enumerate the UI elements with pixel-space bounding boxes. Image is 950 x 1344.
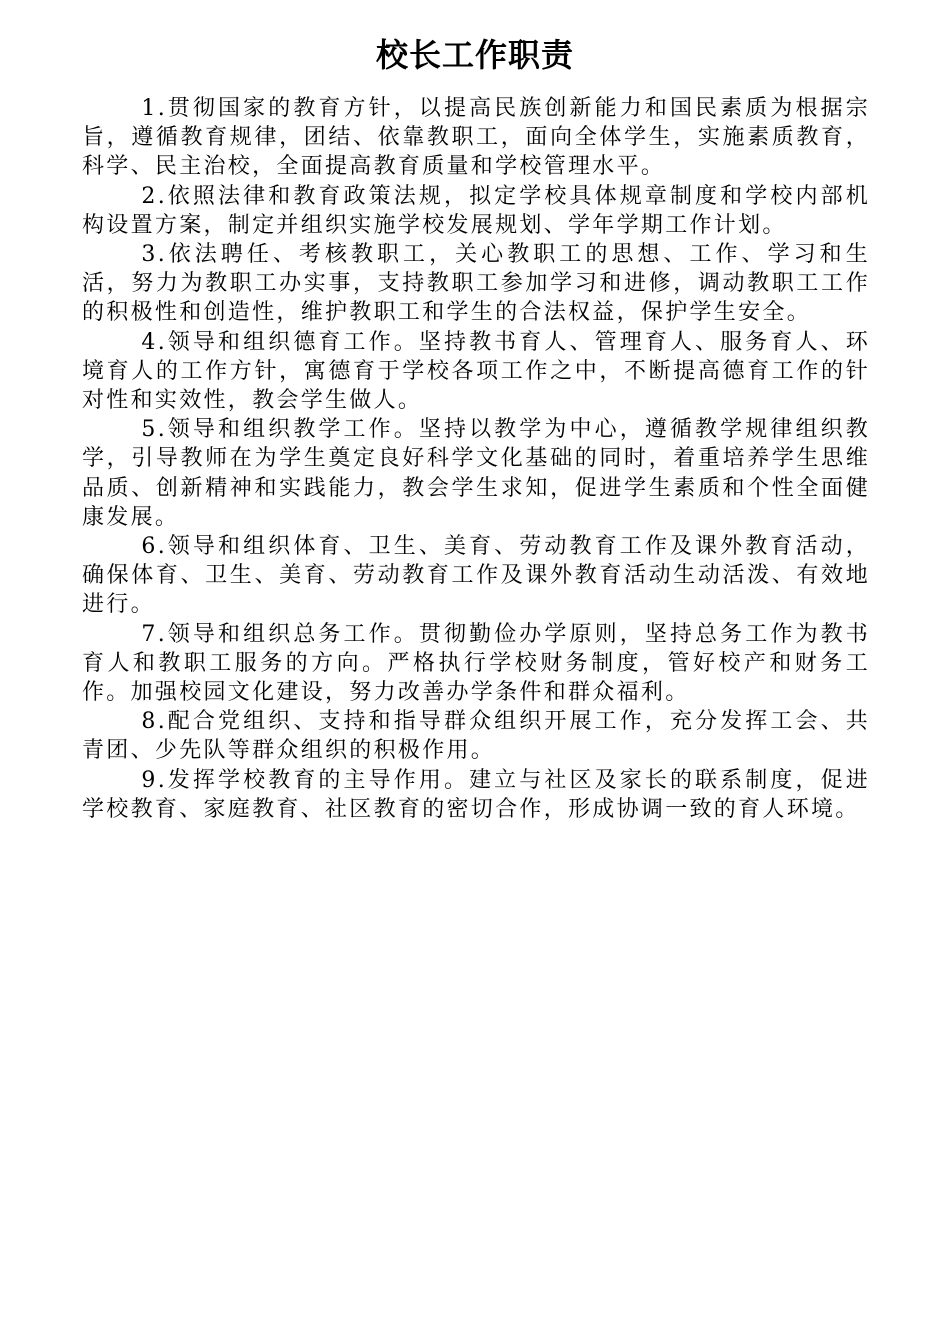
duty-paragraph-7: 7.领导和组织总务工作。贯彻勤俭办学原则，坚持总务工作为教书育人和教职工服务的方向。严格执行学校财务制度，管好校产和财务工作。加强校园文化建设，努力改善办学条件和群众福利。 [82,621,870,706]
duty-paragraph-8: 8.配合党组织、支持和指导群众组织开展工作，充分发挥工会、共青团、少先队等群众组织的积极作用。 [82,709,870,764]
page-title: 校长工作职责 [375,36,574,74]
document-body [82,94,870,824]
duty-paragraph-6: 6.领导和组织体育、卫生、美育、劳动教育工作及课外教育活动，确保体育、卫生、美育、劳动教育工作及课外教育活动生动活泼、有效地进行。 [82,534,870,618]
duty-paragraph-5: 5.领导和组织教学工作。坚持以教学为中心，遵循教学规律组织教学，引导教师在为学生奠定良好科学文化基础的同时，着重培养学生思维品质、创新精神和实践能力，教会学生求知，促进学生素质和个性全面健康发展。 [82,417,870,530]
duty-paragraph-9: 9.发挥学校教育的主导作用。建立与社区及家长的联系制度，促进学校教育、家庭教育、社区教育的密切合作，形成协调一致的育人环境。 [82,767,870,822]
duty-paragraph-3: 3.依法聘任、考核教职工，关心教职工的思想、工作、学习和生活，努力为教职工办实事，支持教职工参加学习和进修，调动教职工工作的积极性和创造性，维护教职工和学生的合法权益，保护学生安全。 [82,242,870,326]
duty-paragraph-2: 2.依照法律和教育政策法规，拟定学校具体规章制度和学校内部机构设置方案，制定并组织实施学校发展规划、学年学期工作计划。 [82,183,870,238]
duty-paragraph-1: 1.贯彻国家的教育方针，以提高民族创新能力和国民素质为根据宗旨，遵循教育规律，团结、依靠教职工，面向全体学生，实施素质教育，科学、民主治校，全面提高教育质量和学校管理水平。 [82,96,870,180]
duty-paragraph-4: 4.领导和组织德育工作。坚持教书育人、管理育人、服务育人、环境育人的工作方针，寓德育于学校各项工作之中，不断提高德育工作的针对性和实效性，教会学生做人。 [82,329,870,414]
